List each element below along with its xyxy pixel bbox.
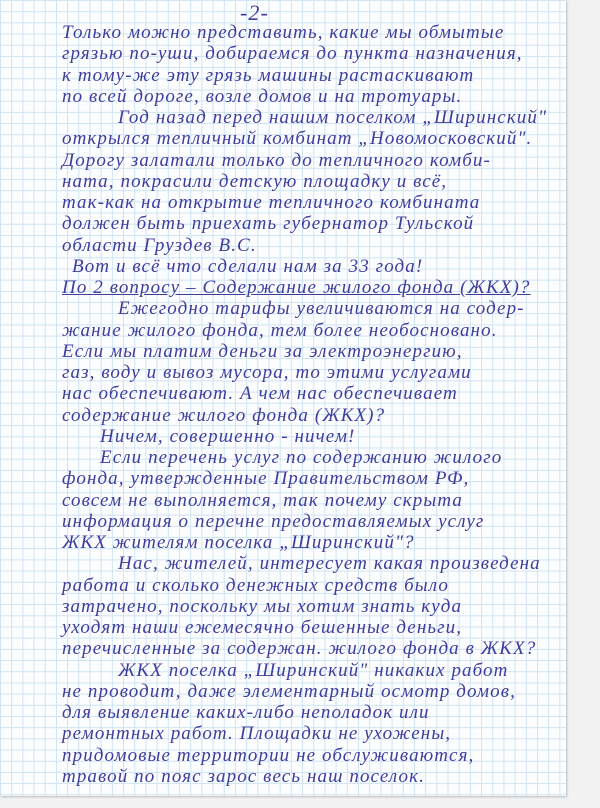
text-line: информация о перечне предоставляемых услуг [62,510,485,532]
text-line: Нас, жителей, интересует какая произведена [118,553,541,575]
text-line: работа и сколько денежных средств было [62,574,449,596]
text-line: так-как на открытие тепличного комбината [62,192,481,214]
text-line: ЖКХ поселка „Ширинский" никаких работ [118,659,509,681]
text-line: Год назад перед нашим поселком „Ширинский" [118,107,548,129]
text-line: ремонтных работ. Площадки не ухожены, [62,723,452,745]
text-line: нас обеспечивают. А чем нас обеспечивает [62,383,458,405]
text-line: Только можно представить, какие мы обмытые [62,22,505,43]
text-line: уходят наши ежемесячно бешенные деньги, [62,617,463,639]
text-line: Дорогу залатали только до тепличного комби- [62,149,491,171]
text-line: фонда, утвержденные Правительством РФ, [62,468,470,490]
text-line: открылся тепличный комбинат „Новомосковский". [62,128,533,150]
text-line: Ничем, совершенно - ничем! [100,425,356,447]
text-line: газ, воду и вывоз мусора, то этими услугами [62,362,472,384]
text-line: ната, покрасили детскую площадку и всё, [62,170,448,192]
page-number: -2- [240,0,269,25]
text-line: содержание жилого фонда (ЖКХ)? [62,404,386,426]
text-line: перечисленные за содержан. жилого фонда в ЖКХ? [62,638,537,660]
text-line: затрачено, поскольку мы хотим знать куда [62,595,463,617]
text-line: по всей дороге, возле домов и на тротуары. [62,85,463,107]
text-line: придомовые территории не обслуживаются, [62,744,475,766]
text-line: совсем не выполняется, так почему скрыта [62,489,464,511]
text-line: к тому-же эту грязь машины растаскивают [62,64,475,86]
text-line: Ежегодно тарифы увеличиваются на содер- [118,298,525,320]
text-line: Вот и всё что сделали нам за 33 года! [72,255,424,277]
text-line: не проводит, даже элементарный осмотр домов, [62,680,516,702]
text-line: Если перечень услуг по содержанию жилого [100,447,503,469]
text-line: должен быть приехать губернатор Тульской [62,213,475,235]
section-heading: По 2 вопросу – Содержание жилого фонда (ЖКХ)? [62,277,531,299]
text-line: Если мы платим деньги за электроэнергию, [62,340,463,362]
text-line: травой по пояс зарос весь наш поселок. [62,766,425,787]
text-line: области Груздев В.С. [62,234,257,256]
text-line: ЖКХ жителям поселка „Ширинский"? [62,532,415,554]
text-line: для выявление каких-либо неполадок или [62,702,430,724]
text-line: грязью по-уши, добираемся до пункта назначения, [62,43,523,65]
text-line: жание жилого фонда, тем более необосновано. [62,319,498,341]
